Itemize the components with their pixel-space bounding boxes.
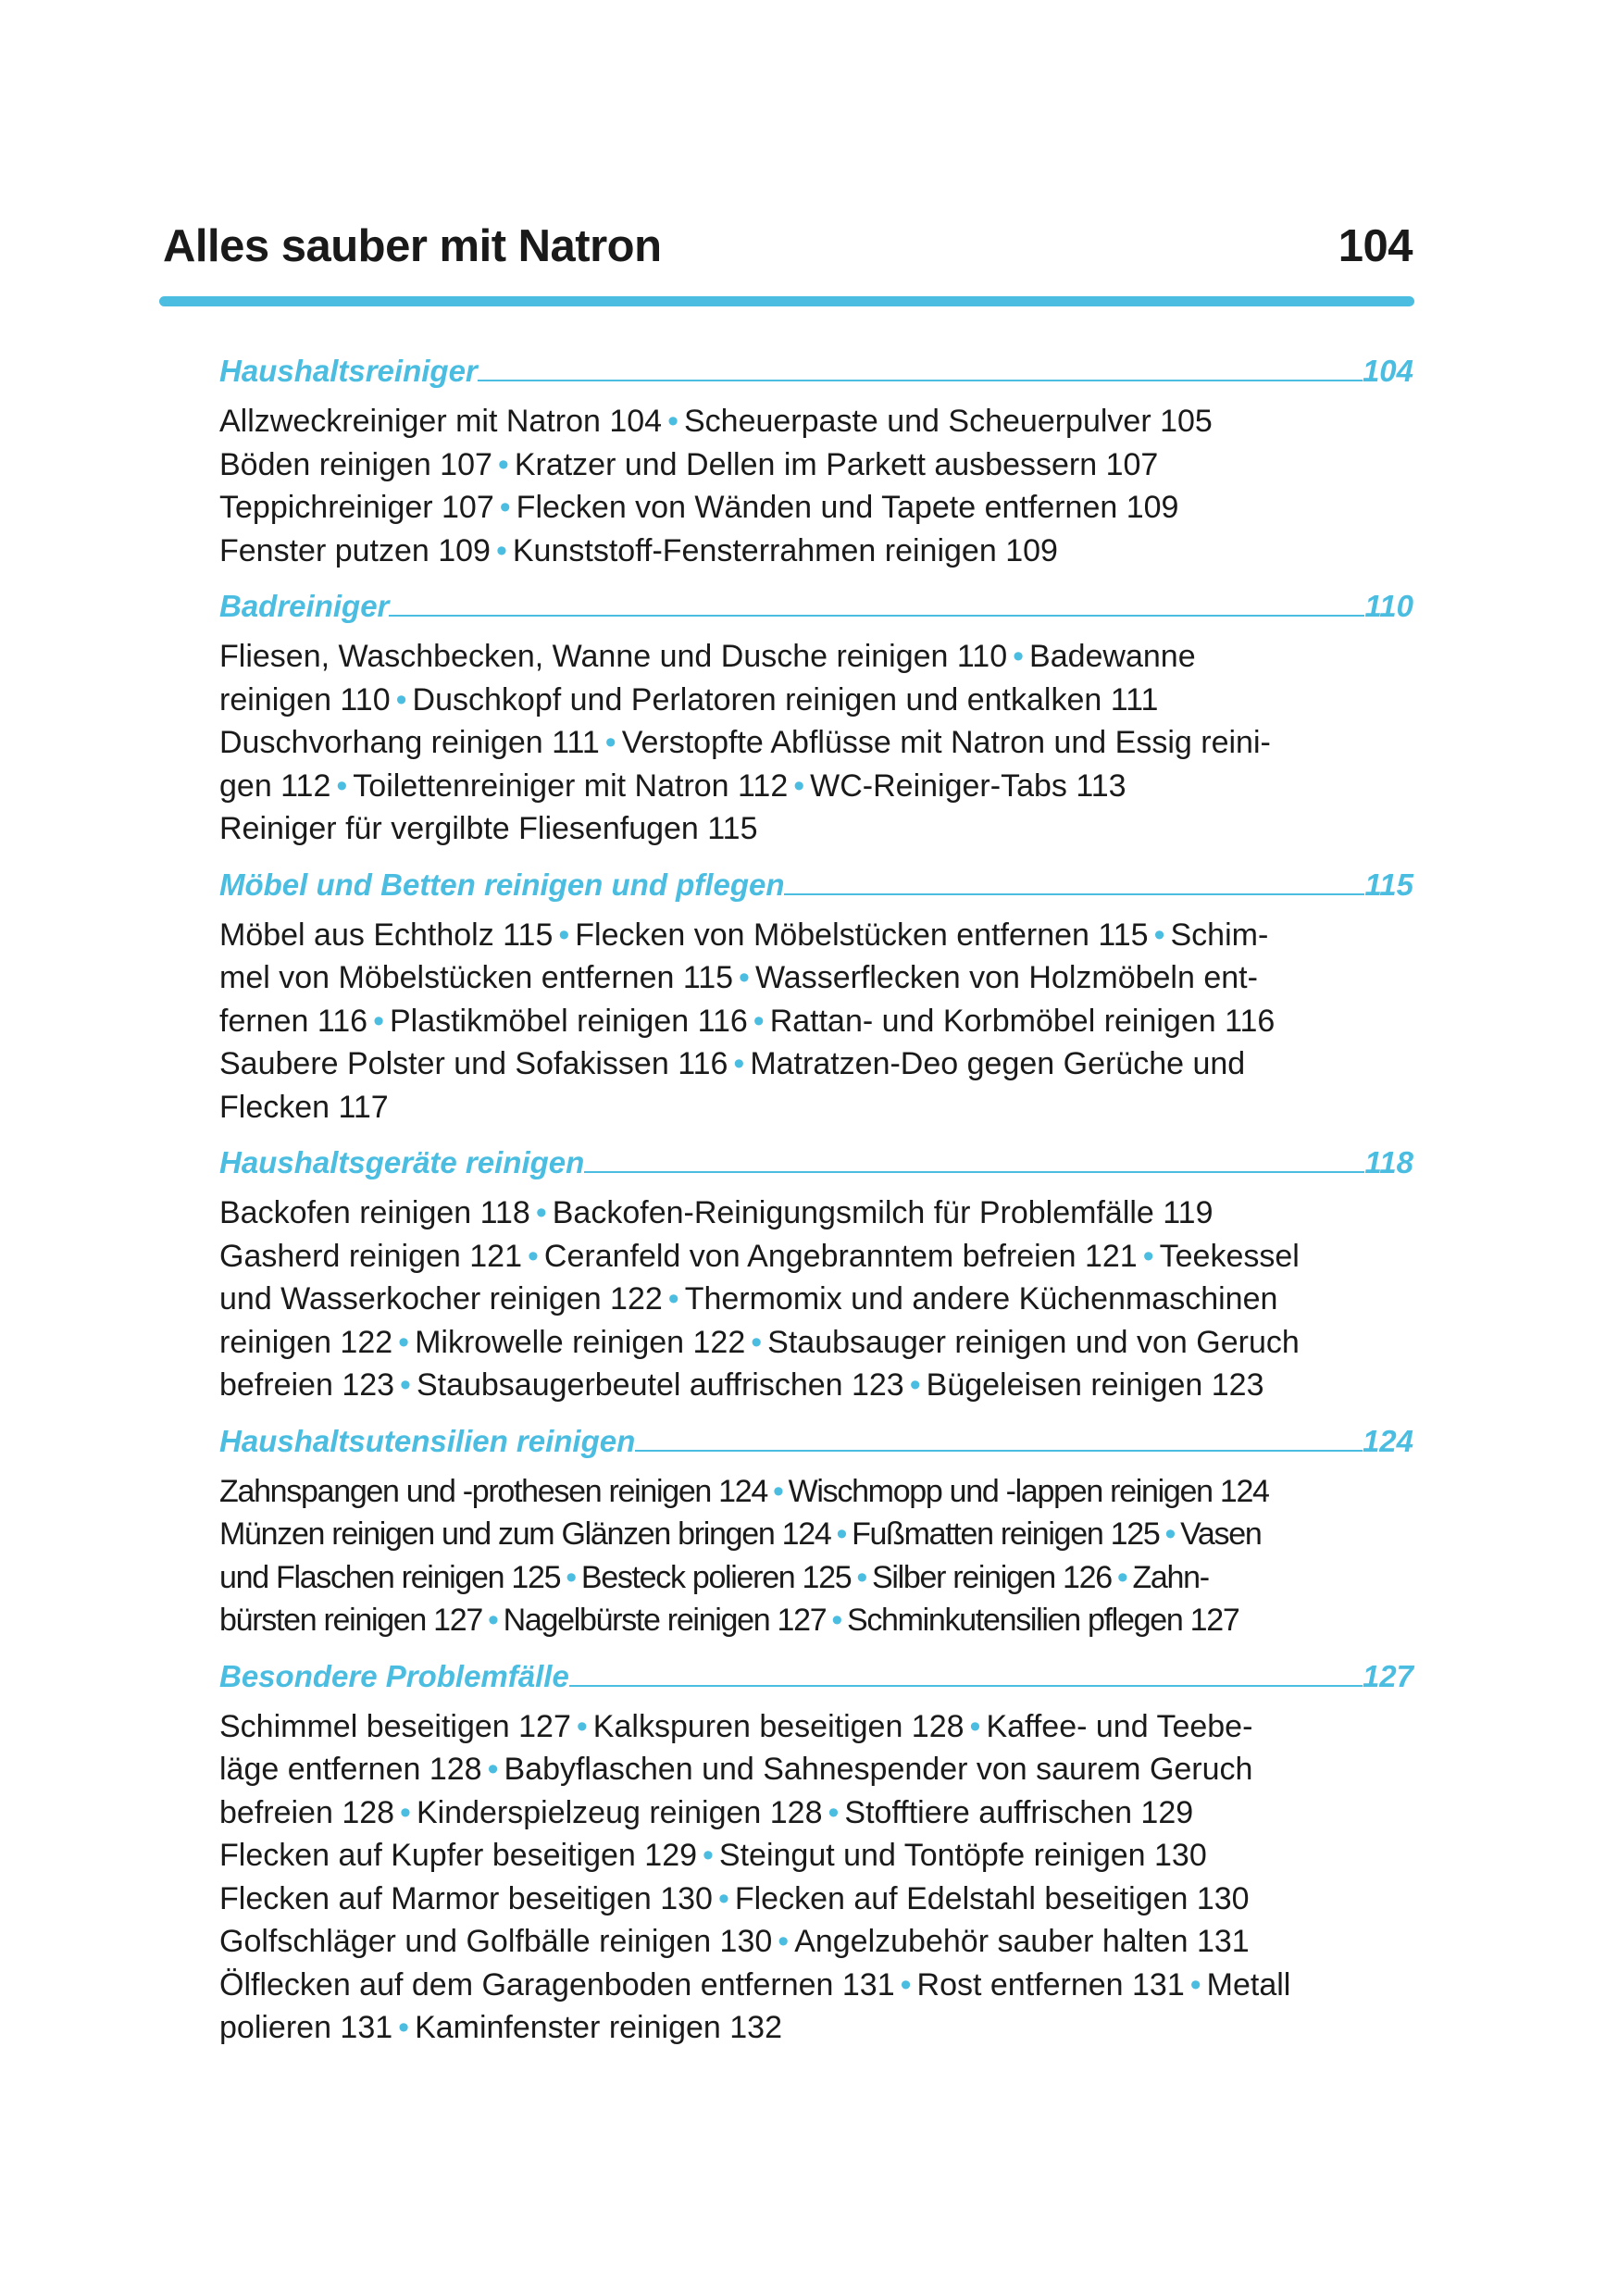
section-heading[interactable] — [219, 1134, 1413, 1180]
toc-entry[interactable]: Fliesen, Waschbecken, Wanne und Dusche reinigen 110 — [219, 639, 1008, 674]
toc-entry[interactable]: Mikrowelle reinigen 122 — [415, 1324, 746, 1360]
toc-entry[interactable]: Steingut und Tontöpfe reinigen 130 — [718, 1838, 1207, 1873]
entry-line — [219, 635, 1386, 679]
toc-entry[interactable]: Kalkspuren beseitigen 128 — [592, 1708, 965, 1744]
toc-section — [219, 856, 1413, 1129]
entry-line — [219, 1964, 1386, 2007]
bullet-separator: • — [739, 960, 750, 995]
entry-line — [219, 1599, 1386, 1642]
toc-entry[interactable]: Schim- — [1170, 917, 1269, 953]
bullet-separator: • — [495, 532, 507, 568]
section-entries — [219, 1192, 1413, 1407]
entry-line — [219, 486, 1386, 530]
toc-entry[interactable]: läge entfernen 128 — [219, 1752, 482, 1787]
toc-entry[interactable]: mel von Möbelstücken entfernen 115 — [219, 960, 734, 995]
toc-section — [219, 1413, 1413, 1642]
entry-line — [219, 400, 1386, 443]
toc-entry[interactable]: Silber reinigen 126 — [872, 1559, 1112, 1595]
table-of-contents — [219, 343, 1413, 2055]
toc-entry[interactable]: Golfschläger und Golfbälle reinigen 130 — [219, 1924, 773, 1959]
bullet-separator: • — [1164, 1516, 1176, 1552]
entry-line — [219, 1920, 1386, 1964]
toc-entry[interactable]: Kunststoff-Fensterrahmen reinigen 109 — [512, 532, 1058, 568]
leader-line — [635, 1449, 1363, 1452]
bullet-separator: • — [900, 1966, 912, 2003]
bullet-separator: • — [395, 681, 407, 718]
toc-entry[interactable]: fernen 116 — [219, 1003, 368, 1039]
section-entries — [219, 400, 1413, 572]
entry-line — [219, 1513, 1386, 1556]
leader-line — [478, 379, 1363, 381]
toc-entry[interactable]: Duschvorhang reinigen 111 — [219, 725, 600, 760]
bullet-separator: • — [1142, 1238, 1154, 1274]
bullet-separator: • — [398, 1324, 410, 1360]
bullet-separator: • — [400, 1794, 411, 1830]
bullet-separator: • — [703, 1838, 714, 1873]
toc-entry[interactable]: Wasserflecken von Holzmöbeln ent- — [754, 960, 1258, 995]
bullet-separator: • — [828, 1794, 840, 1830]
toc-entry[interactable]: Schimmel beseitigen 127 — [219, 1708, 571, 1744]
bullet-separator: • — [793, 767, 805, 804]
toc-entry[interactable]: und Flaschen reinigen 125 — [219, 1559, 561, 1595]
bullet-separator: • — [667, 404, 678, 439]
toc-entry[interactable]: Kinderspielzeug reinigen 128 — [416, 1794, 823, 1830]
bullet-separator: • — [1116, 1559, 1127, 1595]
entry-line — [219, 765, 1386, 808]
section-heading[interactable] — [219, 856, 1413, 903]
bullet-separator: • — [1013, 639, 1025, 674]
entry-line — [219, 1748, 1386, 1791]
toc-entry[interactable]: Toilettenreiniger mit Natron 112 — [353, 767, 789, 804]
entry-line — [219, 721, 1386, 765]
bullet-separator: • — [1153, 917, 1165, 953]
toc-entry[interactable]: Bügeleisen reinigen 123 — [926, 1367, 1264, 1403]
toc-entry[interactable]: Rattan- und Korbmöbel reinigen 116 — [769, 1003, 1276, 1039]
leader-line — [784, 892, 1364, 895]
toc-entry[interactable]: Teppichreiniger 107 — [219, 490, 494, 525]
entry-line — [219, 679, 1386, 722]
toc-entry[interactable]: Matratzen-Deo gegen Gerüche und — [750, 1046, 1246, 1081]
section-entries — [219, 1470, 1413, 1642]
section-page-number: 104 — [1362, 354, 1413, 388]
entry-line — [219, 914, 1386, 957]
toc-entry[interactable]: reinigen 122 — [219, 1324, 393, 1360]
entry-line — [219, 1086, 1386, 1129]
bullet-separator: • — [604, 725, 616, 760]
toc-entry[interactable]: Badewanne — [1029, 639, 1196, 674]
toc-section — [219, 343, 1413, 572]
entry-line — [219, 807, 1386, 851]
toc-entry[interactable]: Duschkopf und Perlatoren reinigen und entkalken 111 — [412, 681, 1159, 718]
toc-entry[interactable]: Reiniger für vergilbte Fliesenfugen 115 — [219, 811, 758, 846]
toc-entry[interactable]: Besteck polieren 125 — [580, 1559, 852, 1595]
toc-entry[interactable]: Flecken auf Edelstahl beseitigen 130 — [734, 1880, 1250, 1916]
bullet-separator: • — [398, 2010, 410, 2045]
bullet-separator: • — [558, 917, 570, 953]
toc-entry[interactable]: Scheuerpaste und Scheuerpulver 105 — [683, 404, 1213, 439]
toc-entry[interactable]: Thermomix und andere Küchenmaschinen — [684, 1281, 1278, 1316]
bullet-separator: • — [831, 1603, 841, 1638]
bullet-separator: • — [566, 1559, 576, 1595]
toc-entry[interactable]: polieren 131 — [219, 2010, 393, 2045]
bullet-separator: • — [576, 1708, 588, 1744]
bullet-separator: • — [751, 1324, 763, 1360]
bullet-separator: • — [667, 1281, 679, 1316]
toc-entry[interactable]: Kaffee- und Teebe- — [986, 1708, 1253, 1744]
section-page-number: 115 — [1364, 867, 1413, 902]
toc-entry[interactable]: Metall — [1206, 1966, 1291, 2003]
toc-entry[interactable]: Saubere Polster und Sofakissen 116 — [219, 1046, 728, 1081]
chapter-page-number: 104 — [1338, 221, 1413, 271]
toc-entry[interactable]: Wischmopp und -lappen reinigen 124 — [788, 1473, 1269, 1509]
bullet-separator: • — [909, 1367, 921, 1403]
toc-section — [219, 578, 1413, 851]
entry-line — [219, 1235, 1386, 1279]
toc-entry[interactable]: bürsten reinigen 127 — [219, 1603, 483, 1638]
section-title: Möbel und Betten reinigen und pflegen — [219, 867, 785, 902]
section-title: Besondere Problemfälle — [219, 1658, 569, 1693]
toc-entry[interactable]: befreien 128 — [219, 1794, 395, 1830]
entry-line — [219, 1321, 1386, 1365]
section-page-number: 110 — [1364, 589, 1413, 623]
toc-entry[interactable]: Kratzer und Dellen im Parkett ausbessern 107 — [514, 446, 1159, 482]
toc-entry[interactable]: Flecken von Möbelstücken entfernen 115 — [575, 917, 1149, 953]
toc-entry[interactable]: Nagelbürste reinigen 127 — [503, 1603, 827, 1638]
bullet-separator: • — [535, 1195, 547, 1230]
toc-entry[interactable]: Teekessel — [1159, 1238, 1300, 1274]
bullet-separator: • — [497, 446, 509, 482]
toc-entry[interactable]: Böden reinigen 107 — [219, 446, 492, 482]
entry-line — [219, 1042, 1386, 1086]
entry-line — [219, 956, 1386, 1000]
entry-line — [219, 1791, 1386, 1835]
bullet-separator: • — [400, 1367, 411, 1403]
entry-line — [219, 1278, 1386, 1321]
toc-entry[interactable]: gen 112 — [219, 767, 331, 804]
bullet-separator: • — [969, 1708, 981, 1744]
toc-entry[interactable]: Backofen-Reinigungsmilch für Problemfälle 119 — [552, 1195, 1214, 1230]
toc-entry[interactable]: befreien 123 — [219, 1367, 395, 1403]
chapter-divider — [159, 296, 1414, 306]
toc-entry[interactable]: Plastikmöbel reinigen 116 — [389, 1003, 748, 1039]
toc-entry[interactable]: Rost entfernen 131 — [916, 1966, 1185, 2003]
entry-line — [219, 2006, 1386, 2050]
bullet-separator: • — [1189, 1966, 1201, 2003]
bullet-separator: • — [733, 1046, 745, 1081]
bullet-separator: • — [836, 1516, 847, 1552]
entry-line — [219, 1834, 1386, 1878]
section-title: Badreiniger — [219, 589, 390, 623]
section-entries — [219, 1705, 1413, 2050]
bullet-separator: • — [336, 767, 348, 804]
chapter-header — [163, 220, 1413, 272]
section-page-number: 127 — [1362, 1658, 1413, 1693]
bullet-separator: • — [753, 1003, 765, 1039]
toc-entry[interactable]: Ceranfeld von Angebranntem befreien 121 — [543, 1238, 1138, 1274]
toc-entry[interactable]: reinigen 110 — [219, 681, 391, 718]
section-title: Haushaltsutensilien reinigen — [219, 1423, 636, 1458]
leader-line — [584, 1170, 1364, 1173]
entry-line — [219, 1470, 1386, 1514]
entry-line — [219, 443, 1386, 487]
toc-entry[interactable]: Flecken auf Kupfer beseitigen 129 — [219, 1838, 698, 1873]
toc-entry[interactable]: Münzen reinigen und zum Glänzen bringen 124 — [219, 1516, 831, 1552]
entry-line — [219, 1364, 1386, 1407]
toc-entry[interactable]: Stofftiere auffrischen 129 — [844, 1794, 1194, 1830]
toc-entry[interactable]: Flecken von Wänden und Tapete entfernen 109 — [516, 490, 1179, 525]
section-entries — [219, 635, 1413, 851]
entry-line — [219, 530, 1386, 573]
toc-entry[interactable]: Zahnspangen und -prothesen reinigen 124 — [219, 1473, 768, 1509]
bullet-separator: • — [488, 1603, 498, 1638]
section-page-number: 118 — [1364, 1145, 1413, 1179]
toc-entry[interactable]: Allzweckreiniger mit Natron 104 — [219, 404, 663, 439]
section-heading[interactable] — [219, 343, 1413, 389]
entry-line — [219, 1192, 1386, 1235]
entry-line — [219, 1000, 1386, 1043]
toc-entry[interactable]: Vasen — [1180, 1516, 1262, 1552]
toc-entry[interactable]: Kaminfenster reinigen 132 — [415, 2010, 782, 2045]
section-heading[interactable] — [219, 578, 1413, 624]
bullet-separator: • — [773, 1473, 783, 1509]
toc-entry[interactable]: Verstopfte Abflüsse mit Natron und Essig reini- — [621, 725, 1271, 760]
section-title: Haushaltsgeräte reinigen — [219, 1145, 585, 1179]
toc-entry[interactable]: Fußmatten reinigen 125 — [852, 1516, 1160, 1552]
section-entries — [219, 914, 1413, 1129]
section-heading[interactable] — [219, 1413, 1413, 1459]
toc-entry[interactable]: WC-Reiniger-Tabs 113 — [810, 767, 1126, 804]
bullet-separator: • — [373, 1003, 384, 1039]
toc-entry[interactable]: Möbel aus Echtholz 115 — [219, 917, 554, 953]
leader-line — [569, 1684, 1363, 1687]
toc-section — [219, 1134, 1413, 1407]
toc-section — [219, 1648, 1413, 2050]
toc-entry[interactable]: Angelzubehör sauber halten 131 — [794, 1924, 1250, 1959]
chapter-title: Alles sauber mit Natron — [163, 221, 662, 271]
toc-entry[interactable]: Gasherd reinigen 121 — [219, 1238, 523, 1274]
bullet-separator: • — [778, 1924, 790, 1959]
bullet-separator: • — [528, 1238, 539, 1274]
entry-line — [219, 1556, 1386, 1600]
toc-entry[interactable]: Staubsauger reinigen und von Geruch — [767, 1324, 1300, 1360]
toc-entry[interactable]: Staubsaugerbeutel auffrischen 123 — [416, 1367, 904, 1403]
toc-entry[interactable]: Backofen reinigen 118 — [219, 1195, 530, 1230]
leader-line — [389, 614, 1364, 617]
toc-entry[interactable]: Flecken 117 — [219, 1089, 389, 1125]
bullet-separator: • — [856, 1559, 866, 1595]
section-title: Haushaltsreiniger — [219, 354, 478, 388]
toc-entry[interactable]: Ölflecken auf dem Garagenboden entfernen 131 — [219, 1966, 895, 2003]
entry-line — [219, 1878, 1386, 1921]
toc-entry[interactable]: Babyflaschen und Sahnespender von saurem Geruch — [504, 1752, 1253, 1787]
entry-line — [219, 1705, 1386, 1749]
toc-entry[interactable]: und Wasserkocher reinigen 122 — [219, 1281, 663, 1316]
toc-entry[interactable]: Flecken auf Marmor beseitigen 130 — [219, 1880, 713, 1916]
bullet-separator: • — [487, 1752, 499, 1787]
bullet-separator: • — [717, 1880, 729, 1916]
section-page-number: 124 — [1362, 1423, 1413, 1458]
bullet-separator: • — [499, 490, 511, 525]
section-heading[interactable] — [219, 1648, 1413, 1694]
toc-entry[interactable]: Fenster putzen 109 — [219, 532, 491, 568]
toc-entry[interactable]: Schminkutensilien pflegen 127 — [846, 1603, 1239, 1638]
toc-entry[interactable]: Zahn- — [1132, 1559, 1209, 1595]
